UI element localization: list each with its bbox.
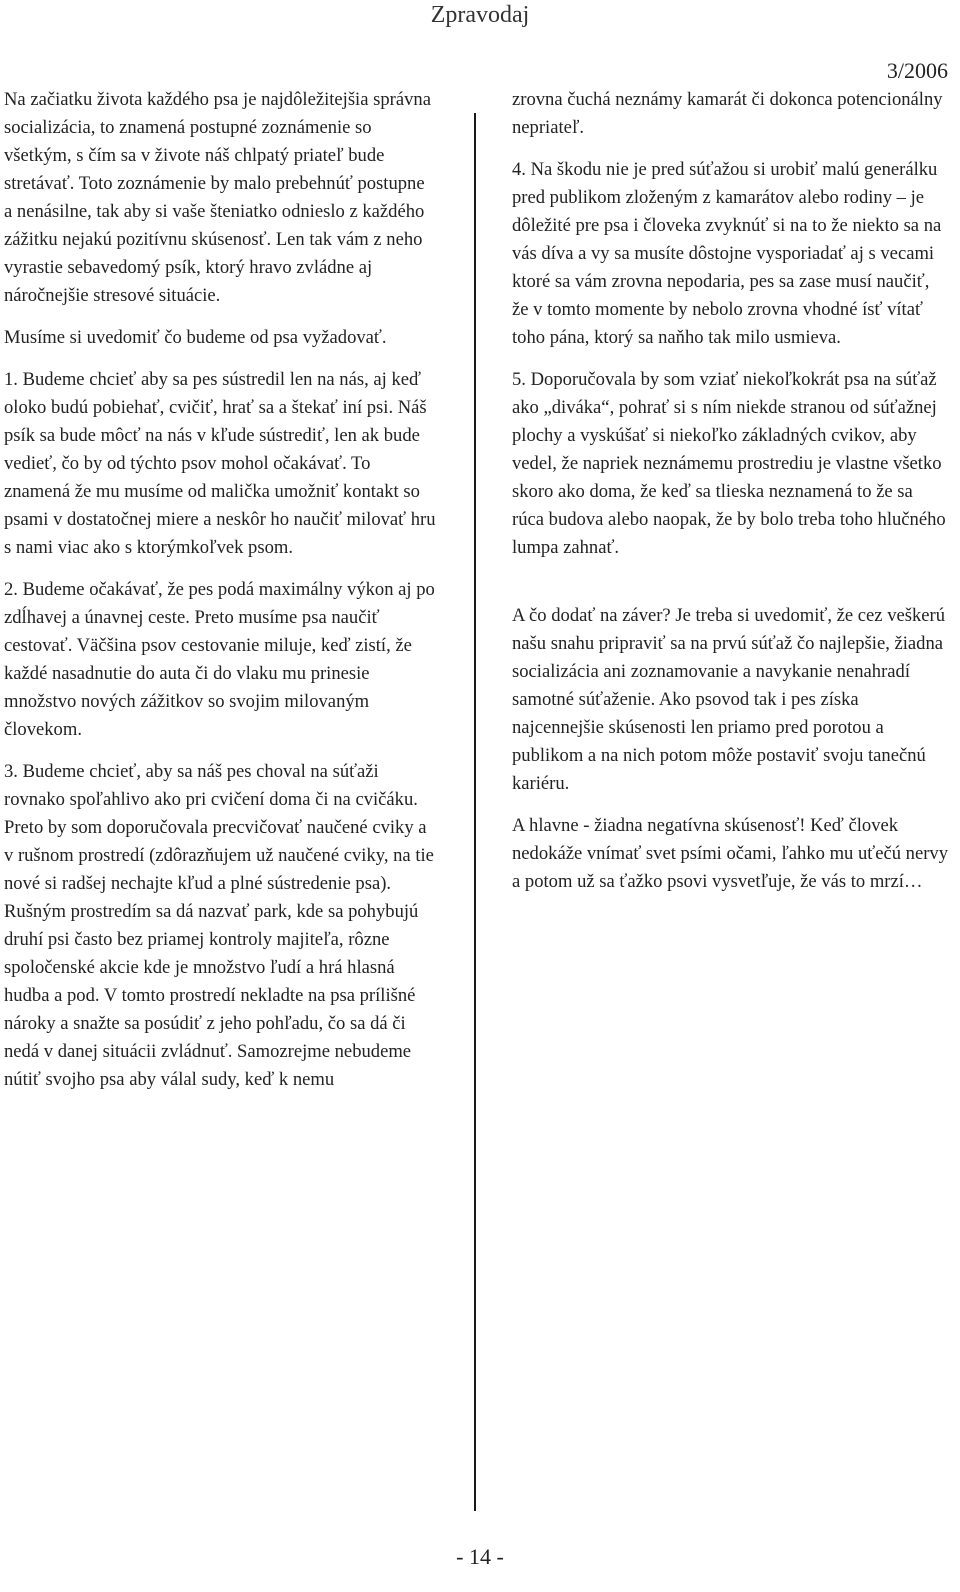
conclusion-paragraph: A čo dodať na záver? Je treba si uvedomiť, že cez veškerú našu snahu pripraviť sa na prvú súťaž čo najlepšie, žiadna socializácia ani zoznamovanie a navykanie nenahradí samotné súťaženie. Ako psovod tak i pes získa najcennejšie skúsenosti len priamo pred porotou a publikom a na nich potom môže postaviť svoju tanečnú kariéru. (512, 605, 946, 794)
left-column (4, 86, 436, 1108)
point-3-paragraph: 3. Budeme chcieť, aby sa náš pes choval na súťaži rovnako spoľahlivo ako pri cvičení doma či na cvičáku. Preto by som doporučovala precvičovať naučené cviky a v rušnom prostredí (zdôrazňujem už naučené cviky, na tie nové si radšej nechajte kľud a plné sústredenie psa). Rušným prostredím sa dá nazvať park, kde sa pohybujú druhí psi často bez priamej kontroly majiteľa, rôzne spoločenské akcie kde je množstvo ľudí a hrá hlasná hudba a pod. V tomto prostredí nekladte na psa prílišné nároky a snažte sa posúdiť z jeho pohľadu, čo sa dá či nedá v danej situácii zvládnuť. Samozrejme nebudeme nútiť svojho psa aby válal sudy, keď k nemu (4, 761, 434, 1090)
page-header (0, 0, 960, 30)
point-4-paragraph: 4. Na škodu nie je pred súťažou si urobiť malú generálku pred publikom zloženým z kamarátov alebo rodiny – je dôležité pre psa i človeka zvyknúť si na to že niekto sa na vás díva a vy sa musíte dôstojne vysporiadať aj s vecami ktoré sa vám zrovna nepodaria, pes sa zase musí naučiť, že v tomto momente by nebolo zrovna vhodné ísť vítať toho pána, ktorý sa naňho tak milo usmieva. (512, 159, 942, 348)
point-2-paragraph: 2. Budeme očakávať, že pes podá maximálny výkon aj po zdĺhavej a únavnej ceste. Preto musíme psa naučiť cestovať. Väčšina psov cestovanie miluje, keď zistí, že každé nasadnutie do auta či do vlaku mu prinesie množstvo nových zážitkov so svojim milovaným človekom. (4, 579, 435, 740)
page-number: - 14 - (456, 1544, 504, 1569)
issue-number: 3/2006 (886, 58, 948, 83)
final-paragraph: A hlavne - žiadna negatívna skúsenosť! Keď človek nedokáže vnímať svet psími očami, ľahko mu uťečú nervy a potom už sa ťažko psovi vysvetľuje, že vás to mrzí… (512, 815, 948, 892)
continuation-paragraph: zrovna čuchá neznámy kamarát či dokonca potencionálny nepriateľ. (512, 89, 943, 138)
point-5-paragraph: 5. Doporučovala by som vziať niekoľkokrát psa na súťaž ako „diváka“, pohrať si s ním niekde stranou od súťažnej plochy a vyskúšať si niekoľko základných cvikov, aby vedel, že napriek neznámemu prostrediu je vlastne všetko skoro ako doma, že keď sa tlieska neznamená to že sa rúca budova alebo naopak, že by bolo treba toho hlučného lumpa zahnať. (512, 369, 946, 558)
intro-paragraph: Na začiatku života každého psa je najdôležitejšia správna socializácia, to znamená postupné zoznámenie so všetkým, s čím sa v živote náš chlpatý priateľ bude stretávať. Toto zoznámenie by malo prebehnúť postupne a nenásilne, tak aby si vaše šteniatko odnieslo z každého zážitku nejakú pozitívnu skúsenosť. Len tak vám z neho vyrastie sebavedomý psík, ktorý hravo zvládne aj náročnejšie stresové situácie. (4, 89, 431, 306)
right-column (512, 86, 948, 910)
requirements-paragraph: Musíme si uvedomiť čo budeme od psa vyžadovať. (4, 327, 387, 348)
column-divider (474, 113, 476, 1511)
header-title: Zpravodaj (430, 2, 530, 28)
point-1-paragraph: 1. Budeme chcieť aby sa pes sústredil len na nás, aj keď oloko budú pobiehať, cvičiť, hrať sa a štekať iní psi. Náš psík sa bude môcť na nás v kľude sústrediť, len ak bude vedieť, čo by od týchto psov mohol očakávať. To znamená že mu musíme od malička umožniť kontakt so psami v dostatočnej miere a neskôr ho naučiť milovať hru s nami viac ako s ktorýmkoľvek psom. (4, 369, 436, 558)
